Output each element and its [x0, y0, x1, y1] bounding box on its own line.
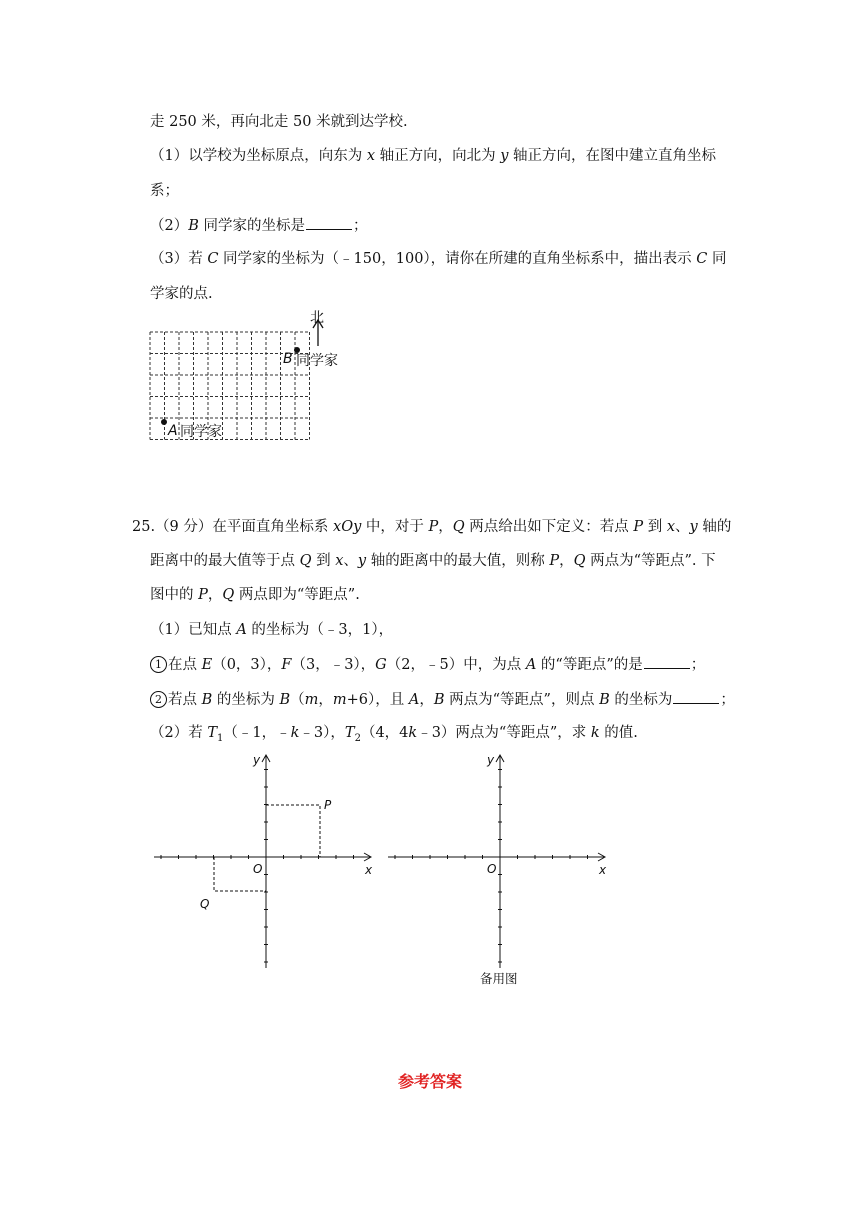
q24-part1-cont: 系； — [150, 183, 179, 199]
origin-label: O — [487, 862, 497, 876]
y-axis-label: y — [487, 753, 495, 767]
q25-line3: 图中的 P，Q 两点即为“等距点”. — [150, 587, 360, 603]
a-letter: A — [168, 423, 178, 439]
origin-label: O — [253, 862, 263, 876]
q25-sub2: （2）若 $T_1(﹣1$，﹣k﹣3），$T_2(4$，4k﹣3）两点为“等距点”，求 k 的值. — [150, 725, 638, 744]
q24-part3-cont: 学家的点. — [150, 286, 213, 302]
x-axis-label: x — [599, 863, 607, 877]
x-axis-label: x — [365, 863, 373, 877]
q24-grid-figure — [140, 306, 360, 446]
spare-figure-caption-text: 备用图 — [480, 971, 518, 986]
answer-blank[interactable] — [644, 654, 690, 669]
q25-sub1: （1）已知点 A 的坐标为（﹣3，1）， — [150, 622, 394, 638]
q25-figure-2 — [384, 752, 614, 974]
q24-part3: （3）若 C 同学家的坐标为（﹣150，100），请你在所建的直角坐标系中，描出表示 C 同 — [150, 251, 727, 267]
north-label: 北 — [310, 310, 324, 326]
circled-number: 2 — [150, 691, 167, 708]
answer-blank[interactable] — [306, 215, 352, 230]
p-guide-lines — [266, 805, 320, 857]
y-axis-label: y — [253, 753, 261, 767]
b-home-label: 同学家 — [296, 353, 338, 369]
q25-sub1-i: 1 在点 E（0，3），F（3，﹣3），G（2，﹣5）中，为点 A 的“等距点”的是 ； — [150, 654, 705, 675]
answer-blank[interactable] — [673, 689, 719, 704]
q25-figure-1 — [150, 752, 380, 974]
q25-line1: 25.（9 分）在平面直角坐标系 xOy 中，对于 P，Q 两点给出如下定义：若点 P 到 x、y 轴的 — [132, 519, 732, 535]
q24-part1: （1）以学校为坐标原点，向东为 x 轴正方向，向北为 y 轴正方向，在图中建立直角坐标 — [150, 148, 717, 164]
q25-line2: 距离中的最大值等于点 Q 到 x、y 轴的距离中的最大值，则称 P，Q 两点为“等距点”. 下 — [150, 553, 716, 569]
point-q-label: Q — [200, 897, 210, 911]
circled-number: 1 — [150, 656, 167, 673]
b-letter: B — [283, 351, 293, 367]
point-p-label: P — [324, 798, 332, 812]
answer-section-title: 参考答案 — [397, 1072, 462, 1091]
q25-sub1-ii: 2 若点 B 的坐标为 B（m，m+6），且 A，B 两点为“等距点”，则点 B 的坐标为 ； — [150, 689, 735, 710]
a-home-label: 同学家 — [180, 424, 222, 440]
q24-part2: （2）B 同学家的坐标是 ； — [150, 215, 368, 236]
a-home-point — [161, 419, 167, 425]
q24-line1: 走 250 米，再向北走 50 米就到达学校. — [150, 114, 408, 130]
